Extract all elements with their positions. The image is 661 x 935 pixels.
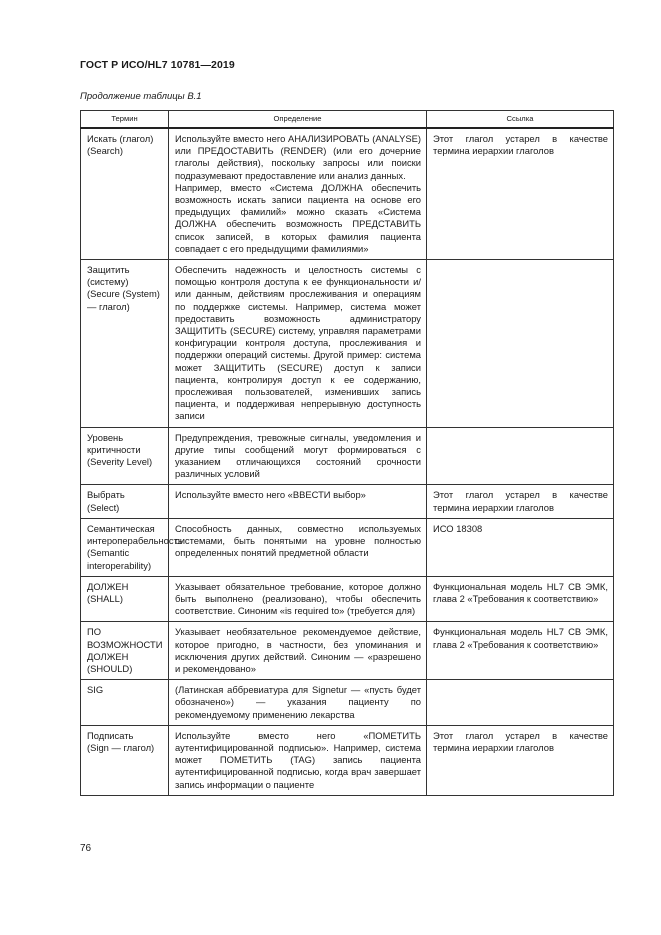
term-cell: Выбрать (Select) — [81, 485, 169, 518]
table-row — [81, 576, 614, 622]
page-number: 76 — [80, 843, 92, 854]
definition-paragraph: (Латинская аббревиатура для Signetur — «пусть будет обозначено») — указания пациенту по рекомендуемому применению лекарства — [175, 684, 421, 720]
term-cell: Уровень критичности (Severity Level) — [81, 427, 169, 485]
table-body — [81, 128, 614, 795]
table-row — [81, 128, 614, 260]
term-cell: SIG — [81, 680, 169, 726]
table-row — [81, 622, 614, 680]
reference-cell — [427, 680, 614, 726]
definition-paragraph: Например, вместо «Система ДОЛЖНА обеспечить возможность искать записи пациента на основе его предыдущих фамилий» можно сказать «Система ДОЛЖНА обеспечить возможность ПРЕДСТАВИТЬ список записей, в которых фамилия пациента совпадает с его предыдущими фамилиями» — [175, 181, 421, 254]
term-cell: Искать (глагол) (Search) — [81, 128, 169, 260]
definition-paragraph: Указывает необязательное рекомендуемое действие, которое пригодно, в частности, без упоминания и исключения других действий. Синоним — «разрешено и рекомендовано» — [175, 626, 421, 674]
definition-cell — [169, 725, 427, 795]
table-row — [81, 427, 614, 485]
definition-paragraph: Используйте вместо него «ВВЕСТИ выбор» — [175, 489, 366, 501]
definition-cell — [169, 680, 427, 726]
reference-cell: Функциональная модель HL7 СВ ЭМК, глава 2 «Требования к соответствию» — [427, 622, 614, 680]
definition-cell — [169, 427, 427, 485]
definition-cell — [169, 576, 427, 622]
term-cell: Подписать (Sign — глагол) — [81, 725, 169, 795]
column-header-reference: Ссылка — [427, 111, 614, 129]
term-cell: Защитить (систему) (Secure (System) — глагол) — [81, 260, 169, 428]
term-cell: Семантическая интероперабельность (Semantic interoperability) — [81, 518, 169, 576]
definition-paragraph: Способность данных, совместно используемых системами, быть понятыми на уровне полностью определенных понятий предметной области — [175, 522, 421, 559]
reference-cell: Функциональная модель HL7 СВ ЭМК, глава 2 «Требования к соответствию» — [427, 576, 614, 622]
term-cell: ПО ВОЗМОЖНОСТИ ДОЛЖЕН (SHOULD) — [81, 622, 169, 680]
table-row — [81, 725, 614, 795]
reference-cell: Этот глагол устарел в качестве термина иерархии глаголов — [427, 725, 614, 795]
definition-cell — [169, 260, 427, 428]
definition-paragraph: Указывает обязательное требование, которое должно быть выполнено (реализовано), чтобы обеспечить соответствие. Синоним «is required to» (требуется для) — [175, 580, 421, 617]
definition-paragraph: Обеспечить надежность и целостность системы с помощью контроля доступа к ее функциональности и/или данным, действиям прослеживания и операциям по поддержке системы. Например, система может предоставить возможность администратору ЗАЩИТИТЬ (SECURE) систему, управляя параметрами конфигурации контроля доступа, прослеживания и поддержки операций системы. Другой пример: система может ЗАЩИТИТЬ (SECURE) доступ к записи пациента, контролируя доступ к ее содержанию, прослеживая пользователей, изменивших запись пациента, и поддерживая непрерывную доступность записи — [175, 264, 421, 422]
definition-cell — [169, 518, 427, 576]
definition-cell — [169, 485, 427, 518]
table-row — [81, 485, 614, 518]
definition-cell — [169, 622, 427, 680]
definition-paragraph: Предупреждения, тревожные сигналы, уведомления и другие типы сообщений могут формироваться с указанием отличающихся состояний срочности различных условий — [175, 431, 421, 480]
table-row — [81, 260, 614, 428]
document-header: ГОСТ Р ИСО/HL7 10781—2019 — [80, 59, 235, 71]
reference-cell: Этот глагол устарел в качестве термина иерархии глаголов — [427, 485, 614, 518]
definition-paragraph: Используйте вместо него АНАЛИЗИРОВАТЬ (ANALYSE) или ПРЕДОСТАВИТЬ (RENDER) (или его дочерние глаголы действия), поскольку запросы или поиски подразумевают предоставление или анализ данных. — [175, 133, 421, 181]
reference-cell: ИСО 18308 — [427, 518, 614, 576]
definition-cell — [169, 128, 427, 260]
term-cell: ДОЛЖЕН (SHALL) — [81, 576, 169, 622]
column-header-term: Термин — [81, 111, 169, 129]
reference-cell: Этот глагол устарел в качестве термина иерархии глаголов — [427, 128, 614, 260]
definition-paragraph: Используйте вместо него «ПОМЕТИТЬ аутентифицированной подписью». Например, система может ПОМЕТИТЬ (TAG) запись пациента аутентифицированной подписью, когда врач завершает запись информации о пациенте — [175, 729, 421, 790]
terms-table — [80, 110, 614, 796]
reference-cell — [427, 427, 614, 485]
table-row — [81, 680, 614, 726]
reference-cell — [427, 260, 614, 428]
table-row — [81, 518, 614, 576]
column-header-definition: Определение — [169, 111, 427, 129]
table-header-row — [81, 111, 614, 129]
table-caption: Продолжение таблицы B.1 — [80, 91, 202, 102]
